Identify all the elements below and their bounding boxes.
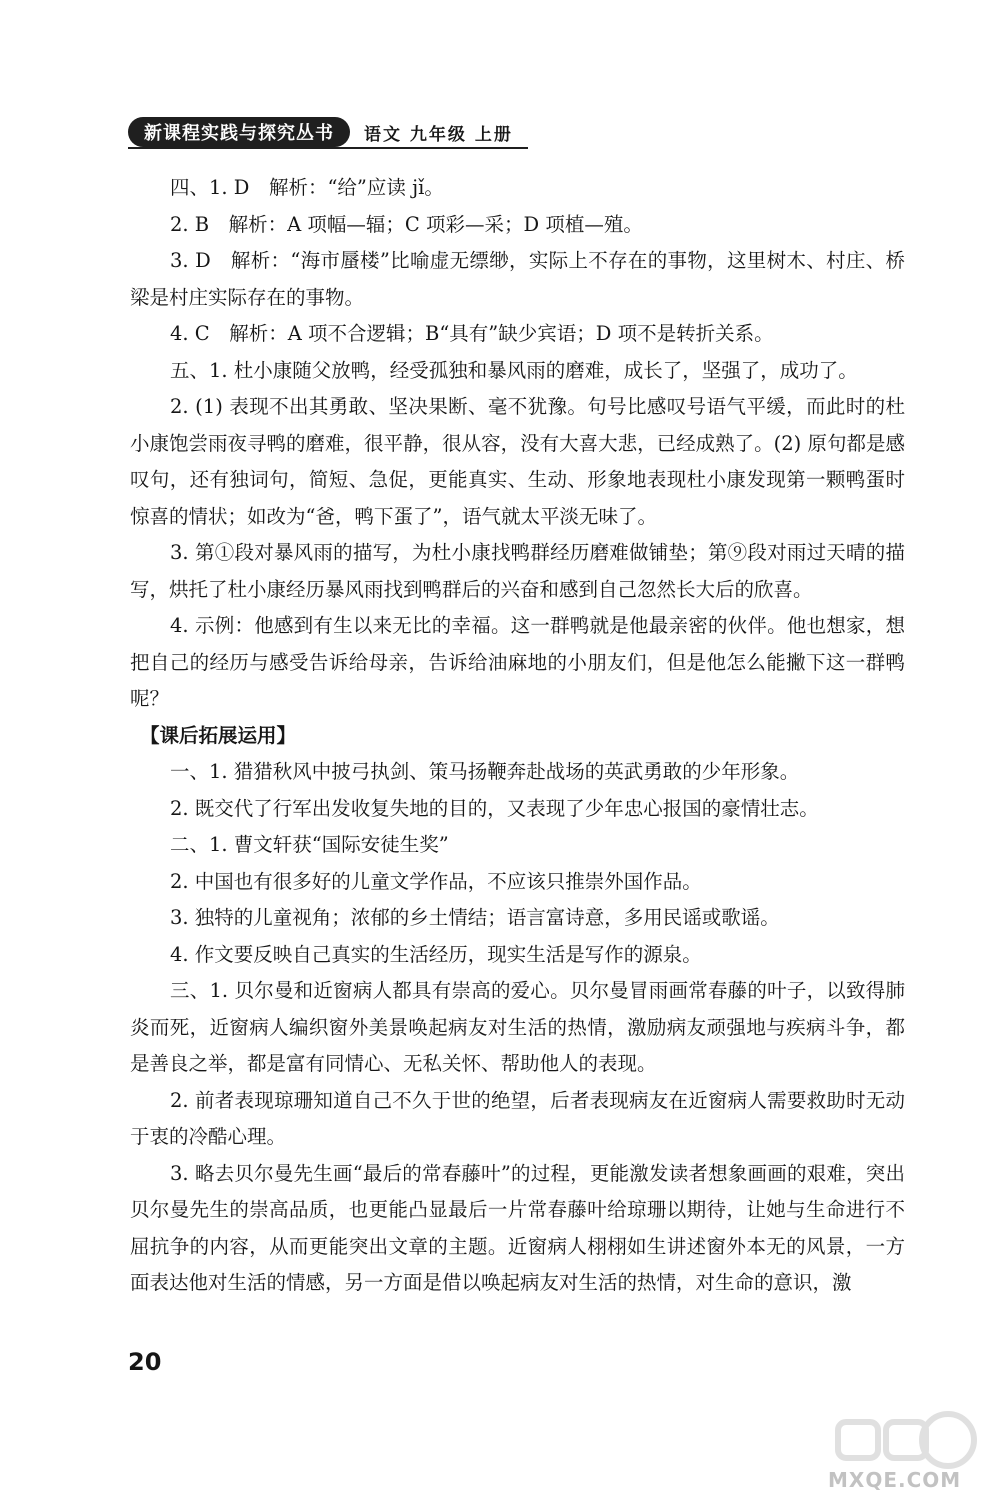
answer-paragraph: 五、1. 杜小康随父放鸭，经受孤独和暴风雨的磨难，成长了，坚强了，成功了。	[170, 358, 858, 382]
book-header	[128, 116, 513, 148]
book-info: 语文 九年级 上册	[364, 124, 513, 145]
answer-paragraph: 一、1. 猎猎秋风中披弓执剑、策马扬鞭奔赴战场的英武勇敢的少年形象。	[170, 760, 800, 783]
answer-paragraph: 三、1. 贝尔曼和近窗病人都具有崇高的爱心。贝尔曼冒雨画常春藤的叶子，以致得肺炎而死，近窗病人编织窗外美景唤起病友对生活的热情，激励病友顽强地与疾病斗争，都是善良之举，都是富有同情心、无私关怀、帮助他人的表现。	[130, 979, 905, 1075]
answer-paragraph: 4. 作文要反映自己真实的生活经历，现实生活是写作的源泉。	[170, 942, 702, 966]
answer-paragraph: 4. C 解析：A 项不合逻辑；B“具有”缺少宾语；D 项不是转折关系。	[170, 322, 774, 345]
answer-paragraph: 3. 独特的儿童视角；浓郁的乡土情结；语言富诗意，多用民谣或歌谣。	[170, 906, 780, 929]
watermark-text: MXQE.COM	[828, 1468, 962, 1492]
page-number: 20	[128, 1348, 162, 1376]
answer-paragraph: 2. B 解析：A 项幅—辐；C 项彩—采；D 项植—殖。	[170, 212, 643, 236]
answer-content	[130, 170, 905, 1302]
answer-paragraph: 2. 中国也有很多好的儿童文学作品，不应该只推崇外国作品。	[170, 869, 702, 893]
answer-paragraph: 四、1. D 解析：“给”应读 jǐ。	[170, 176, 444, 199]
series-badge: 新课程实践与探究丛书	[128, 117, 350, 147]
answer-paragraph: 4. 示例：他感到有生以来无比的幸福。这一群鸭就是他最亲密的伙伴。他也想家，想把自己的经历与感受告诉给母亲，告诉给油麻地的小朋友们，但是他怎么能撇下这一群鸭呢？	[130, 614, 905, 710]
answer-paragraph: 3. D 解析：“海市蜃楼”比喻虚无缥缈，实际上不存在的事物，这里树木、村庄、桥梁是村庄实际存在的事物。	[130, 249, 905, 309]
header-rule	[128, 147, 528, 149]
answer-paragraph: 二、1. 曹文轩获“国际安徒生奖”	[170, 833, 449, 856]
answer-paragraph: 2. (1) 表现不出其勇敢、坚决果断、毫不犹豫。句号比感叹号语气平缓，而此时的杜小康饱尝雨夜寻鸭的磨难，很平静，很从容，没有大喜大悲，已经成熟了。(2) 原句都是感叹句，还有独词句，简短、急促，更能真实、生动、形象地表现杜小康发现第一颗鸭蛋时惊喜的情状；如改为“爸，鸭下蛋了”，语气就太平淡无味了。	[130, 395, 905, 528]
answer-paragraph: 3. 略去贝尔曼先生画“最后的常春藤叶”的过程，更能激发读者想象画画的艰难，突出贝尔曼先生的崇高品质，也更能凸显最后一片常春藤叶给琼珊以期待，让她与生命进行不屈抗争的内容，从而更能突出文章的主题。近窗病人栩栩如生讲述窗外本无的风景，一方面表达他对生活的情感，另一方面是借以唤起病友对生活的热情，对生命的意识，激	[130, 1161, 905, 1294]
answer-paragraph: 2. 前者表现琼珊知道自己不久于世的绝望，后者表现病友在近窗病人需要救助时无动于衷的冷酷心理。	[130, 1088, 905, 1148]
answer-paragraph: 3. 第①段对暴风雨的描写，为杜小康找鸭群经历磨难做铺垫；第⑨段对雨过天晴的描写，烘托了杜小康经历暴风雨找到鸭群后的兴奋和感到自己忽然长大后的欣喜。	[130, 541, 905, 601]
section-title: 【课后拓展运用】	[140, 723, 297, 747]
answer-paragraph: 2. 既交代了行军出发收复失地的目的，又表现了少年忠心报国的豪情壮志。	[170, 796, 819, 820]
